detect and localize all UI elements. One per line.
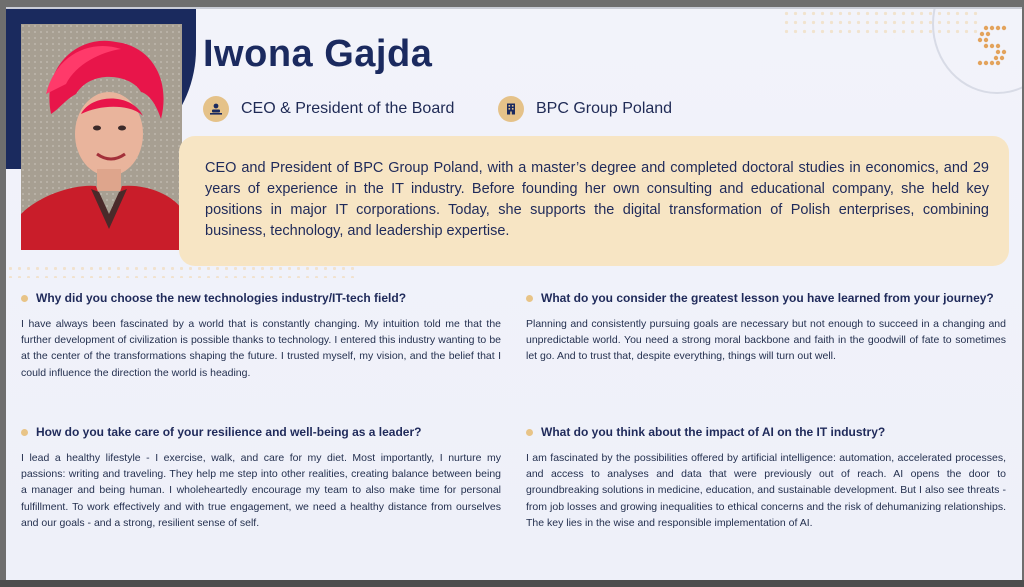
bullet-dot-icon [526,295,533,302]
answer-text: I have always been fascinated by a world that is constantly changing. My intuition told me that the further development of civilization is possible thanks to technology. I entered this industry wanting to be at the center of the transformations shaping the future. I trusted myself, my vision, and the belief that I could influence the direction the world is heading. [21,318,501,379]
profile-slide [6,7,1022,580]
person-name: Iwona Gajda [203,33,433,75]
bullet-dot-icon [21,295,28,302]
role-item [203,96,454,122]
qa-block [21,291,501,381]
qa-question [21,291,501,305]
qa-block [526,425,1006,531]
bio-text: CEO and President of BPC Group Poland, with a master’s degree and completed doctoral studies in economics, and 29 years of experience in the IT industry. Before founding her own consulting and educational company, she held key positions in major IT corporations. Today, she supports the digital transformation of Polish enterprises, combining business, technology, and leadership expertise. [205,160,989,239]
question-text: How do you take care of your resilience and well-being as a leader? [36,425,422,439]
qa-block [21,425,501,531]
question-text: What do you think about the impact of AI on the IT industry? [541,425,886,439]
role-text: CEO & President of the Board [241,100,455,117]
office-building-icon [498,96,524,122]
portrait-illustration [21,24,182,250]
answer-text: I lead a healthy lifestyle - I exercise, walk, and care for my diet. Most importantly, I nurture my passions: writing and traveling. They help me step into other realities, creating balance between being a manager and being human. I wholeheartedly encourage my team to also make time for personal fulfillment. To work effectively and with true engagement, we need a healthy distance from ourselves and our goals - and a strong, resilient sense of self. [21,452,501,529]
decorative-dots-left [6,264,356,278]
qa-question [526,291,1006,305]
dotted-s-logo-icon [974,23,1010,67]
bio-panel [179,136,1009,266]
question-text: What do you consider the greatest lesson you have learned from your journey? [541,291,994,305]
qa-question [21,425,501,439]
company-text: BPC Group Poland [536,100,673,117]
company-item [498,96,672,122]
decorative-dots-top [782,9,982,39]
answer-text: Planning and consistently pursuing goals are necessary but not enough to succeed in a changing and unpredictable world. You need a strong moral backbone and faith in the goodwill of fate to sometimes let go. And to trust that, despite everything, things will turn out well. [526,318,1006,363]
bullet-dot-icon [526,429,533,436]
question-text: Why did you choose the new technologies industry/IT-tech field? [36,291,407,305]
person-at-desk-icon [203,96,229,122]
profile-photo [21,24,182,250]
qa-block [526,291,1006,365]
bullet-dot-icon [21,429,28,436]
answer-text: I am fascinated by the possibilities offered by artificial intelligence: automation, accelerated processes, and access to analyses and data that were previously out of reach. AI opens the door to groundbreaking solutions in medicine, education, and sustainable development. But I also see threats - from job losses and growing inequalities to ethical concerns and the risk of dehumanizing relationships. The key lies in the wise and responsible implementation of AI. [526,452,1006,529]
qa-question [526,425,1006,439]
window-bottom-edge [0,580,1024,587]
